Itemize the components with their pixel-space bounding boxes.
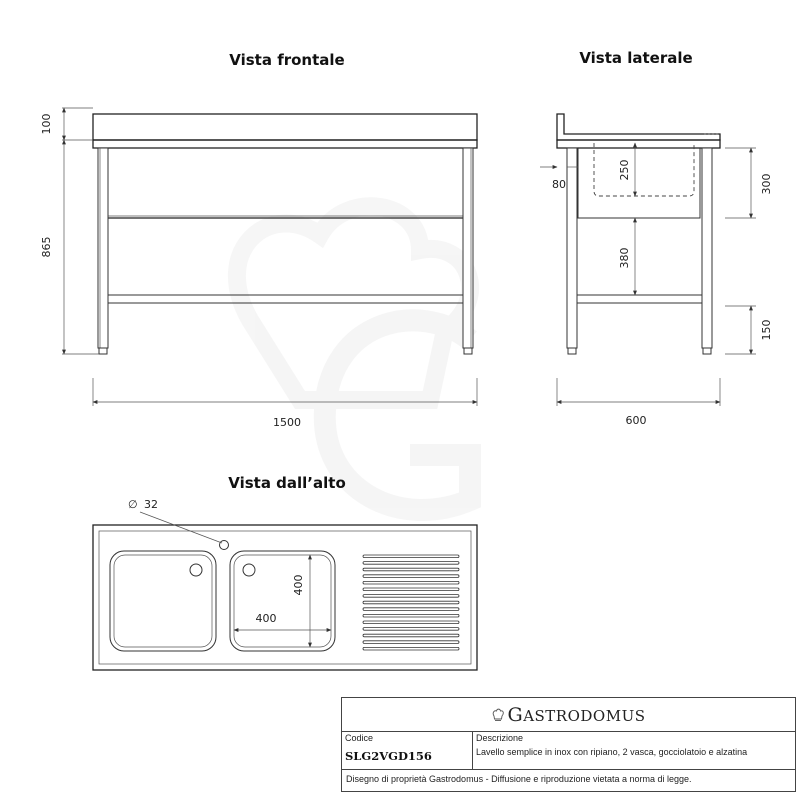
drainboard-rib: [363, 562, 459, 565]
title-block: [341, 697, 796, 792]
drainboard-rib: [363, 575, 459, 578]
copyright-notice: Disegno di proprietà Gastrodomus - Diffusione e riproduzione vietata a norma di legge.: [346, 774, 692, 784]
drainboard-rib: [363, 608, 459, 611]
title-block-brand-row: [342, 698, 795, 732]
brand-initial: G: [507, 703, 524, 726]
side-view: [557, 114, 720, 354]
brand-name: [508, 704, 646, 726]
dim-bowl-width: 400: [255, 612, 277, 625]
brand-rest: ASTRODOMUS: [523, 706, 646, 725]
dim-width: 1500: [273, 416, 301, 429]
drainboard-rib: [363, 581, 459, 584]
drainboard-rib: [363, 555, 459, 558]
dim-shelf-height: 150: [760, 319, 773, 341]
watermark-logo: [237, 206, 470, 510]
dim-bowl-total: 300: [760, 173, 773, 195]
side-view-title: Vista laterale: [579, 49, 693, 67]
code-value: SLG2VGD156: [345, 749, 432, 763]
title-block-info-row: [342, 731, 795, 770]
drainboard-rib: [363, 628, 459, 631]
top-view: [93, 525, 477, 670]
dim-hole: 32: [144, 498, 158, 511]
code-cell: [342, 731, 473, 769]
drainboard-rib: [363, 634, 459, 637]
dim-splashback: 100: [40, 113, 53, 135]
dim-bowl-length: 400: [292, 574, 305, 596]
hole-diameter-symbol: ∅: [128, 498, 138, 511]
description-label: Descrizione: [476, 733, 524, 743]
drainboard-rib: [363, 588, 459, 591]
dim-bowl-depth: 250: [618, 159, 631, 181]
dim-under-bowl: 380: [618, 247, 631, 269]
drainboard-rib: [363, 647, 459, 650]
chef-hat-icon: [492, 708, 504, 722]
drainboard-rib: [363, 601, 459, 604]
drainboard-ribs: [363, 555, 459, 650]
dim-offset: 80: [552, 178, 566, 191]
code-label: Codice: [345, 733, 374, 743]
dim-depth: 600: [625, 414, 647, 427]
description-cell: [473, 731, 795, 769]
drainboard-rib: [363, 621, 459, 624]
front-view-title: Vista frontale: [229, 51, 345, 69]
drainboard-rib: [363, 614, 459, 617]
description-value: Lavello semplice in inox con ripiano, 2 vasca, gocciolatoio e alzatina: [476, 747, 748, 757]
top-view-title: Vista dall’alto: [228, 474, 346, 492]
dim-height: 865: [40, 236, 53, 258]
drainboard-rib: [363, 595, 459, 598]
drainboard-rib: [363, 641, 459, 644]
drainboard-rib: [363, 568, 459, 571]
